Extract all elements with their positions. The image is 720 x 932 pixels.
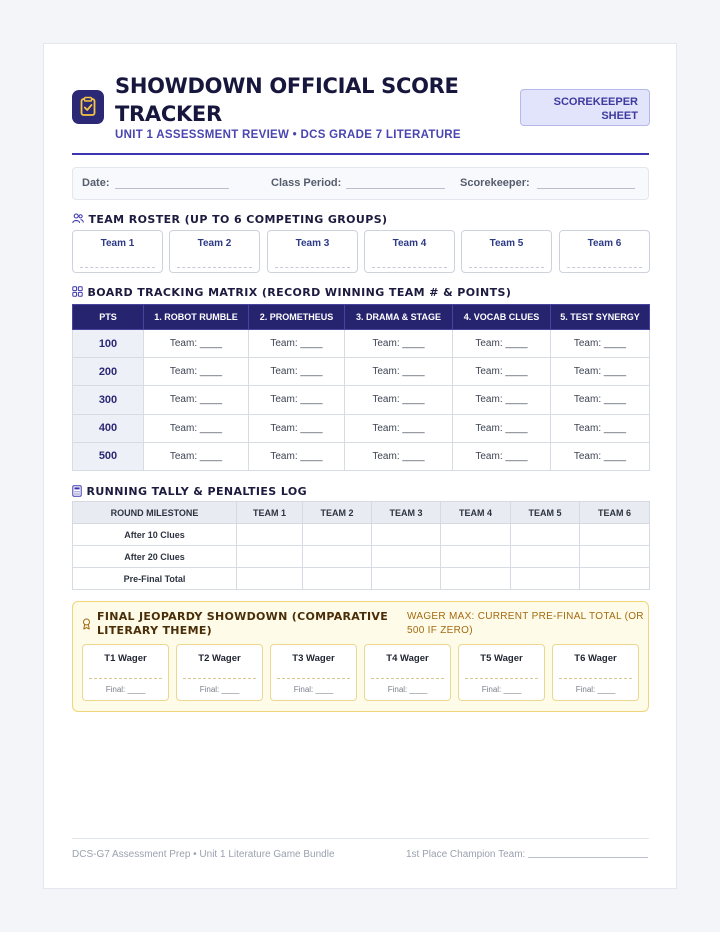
matrix-header-row [73, 305, 650, 330]
wager-box[interactable] [458, 644, 545, 701]
wager-box[interactable] [552, 644, 639, 701]
points-cell: 200 [73, 358, 144, 386]
final-jeopardy-panel [72, 601, 649, 712]
wager-box[interactable] [176, 644, 263, 701]
team-label: Team 2 [197, 238, 232, 249]
final-score-field[interactable]: Final: ____ [199, 685, 240, 694]
score-cell[interactable] [511, 568, 580, 590]
team-label: Team 5 [489, 238, 524, 249]
wager-label: T6 Wager [574, 653, 617, 664]
score-cell[interactable] [237, 568, 303, 590]
team-entry-cell[interactable]: Team: ____ [551, 386, 650, 414]
wager-label: T5 Wager [480, 653, 523, 664]
wager-line [559, 678, 632, 679]
wager-label: T2 Wager [198, 653, 241, 664]
name-line [567, 267, 642, 268]
header-divider [72, 153, 649, 155]
team-label: Team 3 [295, 238, 330, 249]
name-line [372, 267, 447, 268]
team-entry-cell[interactable]: Team: ____ [551, 358, 650, 386]
final-score-field[interactable]: Final: ____ [387, 685, 428, 694]
team-entry-cell[interactable]: Team: ____ [249, 442, 345, 470]
header-cell: 2. PROMETHEUS [249, 305, 345, 330]
header-cell: TEAM 1 [237, 502, 303, 524]
header-cell: 5. TEST SYNERGY [551, 305, 650, 330]
name-line [80, 267, 155, 268]
team-name-box[interactable] [461, 230, 552, 273]
table-row [73, 358, 650, 386]
header-cell: 3. DRAMA & STAGE [345, 305, 453, 330]
score-cell[interactable] [237, 546, 303, 568]
team-entry-cell[interactable]: Team: ____ [551, 330, 650, 358]
header-cell: PTS [73, 305, 144, 330]
users-icon [72, 213, 84, 224]
team-name-box[interactable] [267, 230, 358, 273]
wager-label: T4 Wager [386, 653, 429, 664]
final-score-field[interactable]: Final: ____ [575, 685, 616, 694]
score-cell[interactable] [303, 524, 372, 546]
score-cell[interactable] [511, 546, 580, 568]
table-row [73, 546, 650, 568]
team-entry-cell[interactable]: Team: ____ [144, 358, 249, 386]
score-cell[interactable] [441, 546, 511, 568]
scorekeeper-badge: SCOREKEEPER SHEET [520, 89, 650, 126]
header-cell: 1. ROBOT RUMBLE [144, 305, 249, 330]
milestone-label: After 10 Clues [73, 524, 237, 546]
page-title: SHOWDOWN OFFICIAL SCORE TRACKER [115, 74, 459, 126]
team-entry-cell[interactable]: Team: ____ [345, 442, 453, 470]
score-cell[interactable] [372, 546, 441, 568]
team-entry-cell[interactable]: Team: ____ [453, 330, 551, 358]
table-row [73, 414, 650, 442]
team-name-box[interactable] [169, 230, 260, 273]
award-icon [82, 618, 91, 630]
scorekeeper-label: Scorekeeper: [460, 177, 530, 189]
wager-line [465, 678, 538, 679]
final-score-field[interactable]: Final: ____ [293, 685, 334, 694]
wager-line [183, 678, 256, 679]
roster-heading [72, 210, 387, 228]
milestone-label: After 20 Clues [73, 546, 237, 568]
session-info-bar [72, 167, 649, 200]
wager-label: T1 Wager [104, 653, 147, 664]
points-cell: 400 [73, 414, 144, 442]
wager-line [371, 678, 444, 679]
grid-icon [72, 286, 83, 297]
champion-line [528, 857, 648, 858]
score-cell[interactable] [580, 568, 650, 590]
team-entry-cell[interactable]: Team: ____ [345, 330, 453, 358]
team-entry-cell[interactable]: Team: ____ [453, 442, 551, 470]
score-cell[interactable] [372, 568, 441, 590]
score-cell[interactable] [441, 568, 511, 590]
roster-title: TEAM ROSTER (UP TO 6 COMPETING GROUPS) [88, 213, 388, 226]
points-cell: 100 [73, 330, 144, 358]
matrix-title: BOARD TRACKING MATRIX (RECORD WINNING TEAM # & POINTS) [87, 286, 512, 299]
score-cell[interactable] [372, 524, 441, 546]
tally-title: RUNNING TALLY & PENALTIES LOG [86, 485, 308, 498]
header-cell: TEAM 5 [511, 502, 580, 524]
table-row [73, 524, 650, 546]
table-row [73, 568, 650, 590]
team-name-box[interactable] [364, 230, 455, 273]
team-entry-cell[interactable]: Team: ____ [144, 330, 249, 358]
wager-max-note: WAGER MAX: CURRENT PRE-FINAL TOTAL (OR 500 IF ZERO) [407, 611, 644, 636]
final-title: FINAL JEOPARDY SHOWDOWN (COMPARATIVE LITERARY THEME) [97, 610, 389, 637]
table-row [73, 330, 650, 358]
wager-box[interactable] [270, 644, 357, 701]
name-line [275, 267, 350, 268]
date-label: Date: [82, 177, 110, 189]
running-tally-table [72, 501, 650, 590]
team-entry-cell[interactable]: Team: ____ [453, 386, 551, 414]
team-entry-cell[interactable]: Team: ____ [453, 414, 551, 442]
score-cell[interactable] [511, 524, 580, 546]
header-cell: 4. VOCAB CLUES [453, 305, 551, 330]
team-entry-cell[interactable]: Team: ____ [144, 386, 249, 414]
points-cell: 300 [73, 386, 144, 414]
team-entry-cell[interactable]: Team: ____ [345, 358, 453, 386]
wager-line [89, 678, 162, 679]
header-cell: TEAM 3 [372, 502, 441, 524]
team-entry-cell[interactable]: Team: ____ [249, 386, 345, 414]
champion-label: 1st Place Champion Team: [406, 849, 526, 860]
score-sheet [43, 43, 677, 889]
class-period-field[interactable] [346, 188, 445, 189]
class-period-label: Class Period: [271, 177, 342, 189]
page-subtitle: UNIT 1 ASSESSMENT REVIEW • DCS GRADE 7 LITERATURE [115, 129, 461, 141]
scorekeeper-field[interactable] [537, 188, 635, 189]
wager-line [277, 678, 350, 679]
score-cell[interactable] [303, 568, 372, 590]
table-row [73, 442, 650, 470]
header-cell: TEAM 6 [580, 502, 650, 524]
wager-label: T3 Wager [292, 653, 335, 664]
date-field[interactable] [115, 188, 229, 189]
score-cell[interactable] [441, 524, 511, 546]
table-row [73, 386, 650, 414]
footer-divider [72, 838, 649, 839]
team-entry-cell[interactable]: Team: ____ [144, 414, 249, 442]
team-label: Team 1 [100, 238, 135, 249]
score-cell[interactable] [237, 524, 303, 546]
team-entry-cell[interactable]: Team: ____ [144, 442, 249, 470]
milestone-label: Pre-Final Total [73, 568, 237, 590]
team-name-box[interactable] [559, 230, 650, 273]
score-cell[interactable] [580, 524, 650, 546]
score-cell[interactable] [303, 546, 372, 568]
score-cell[interactable] [580, 546, 650, 568]
tally-header-row [73, 502, 650, 524]
calculator-icon [72, 485, 82, 497]
wager-box[interactable] [82, 644, 169, 701]
tally-heading [72, 482, 307, 500]
points-cell: 500 [73, 442, 144, 470]
team-entry-cell[interactable]: Team: ____ [551, 414, 650, 442]
wager-box[interactable] [364, 644, 451, 701]
name-line [177, 267, 252, 268]
team-entry-cell[interactable]: Team: ____ [453, 358, 551, 386]
header-cell: TEAM 2 [303, 502, 372, 524]
team-entry-cell[interactable]: Team: ____ [345, 414, 453, 442]
team-entry-cell[interactable]: Team: ____ [345, 386, 453, 414]
team-entry-cell[interactable]: Team: ____ [249, 330, 345, 358]
final-score-field[interactable]: Final: ____ [481, 685, 522, 694]
team-label: Team 4 [392, 238, 427, 249]
footer-left-text: DCS-G7 Assessment Prep • Unit 1 Literature Game Bundle [72, 849, 335, 860]
team-entry-cell[interactable]: Team: ____ [249, 358, 345, 386]
header-cell: TEAM 4 [441, 502, 511, 524]
name-line [469, 267, 544, 268]
team-label: Team 6 [587, 238, 622, 249]
champion-team-field[interactable] [406, 849, 648, 860]
team-name-box[interactable] [72, 230, 163, 273]
team-entry-cell[interactable]: Team: ____ [551, 442, 650, 470]
header-cell: ROUND MILESTONE [73, 502, 237, 524]
matrix-heading [72, 283, 511, 301]
clipboard-check-icon [72, 90, 104, 124]
board-tracking-matrix [72, 304, 650, 471]
final-score-field[interactable]: Final: ____ [105, 685, 146, 694]
team-entry-cell[interactable]: Team: ____ [249, 414, 345, 442]
